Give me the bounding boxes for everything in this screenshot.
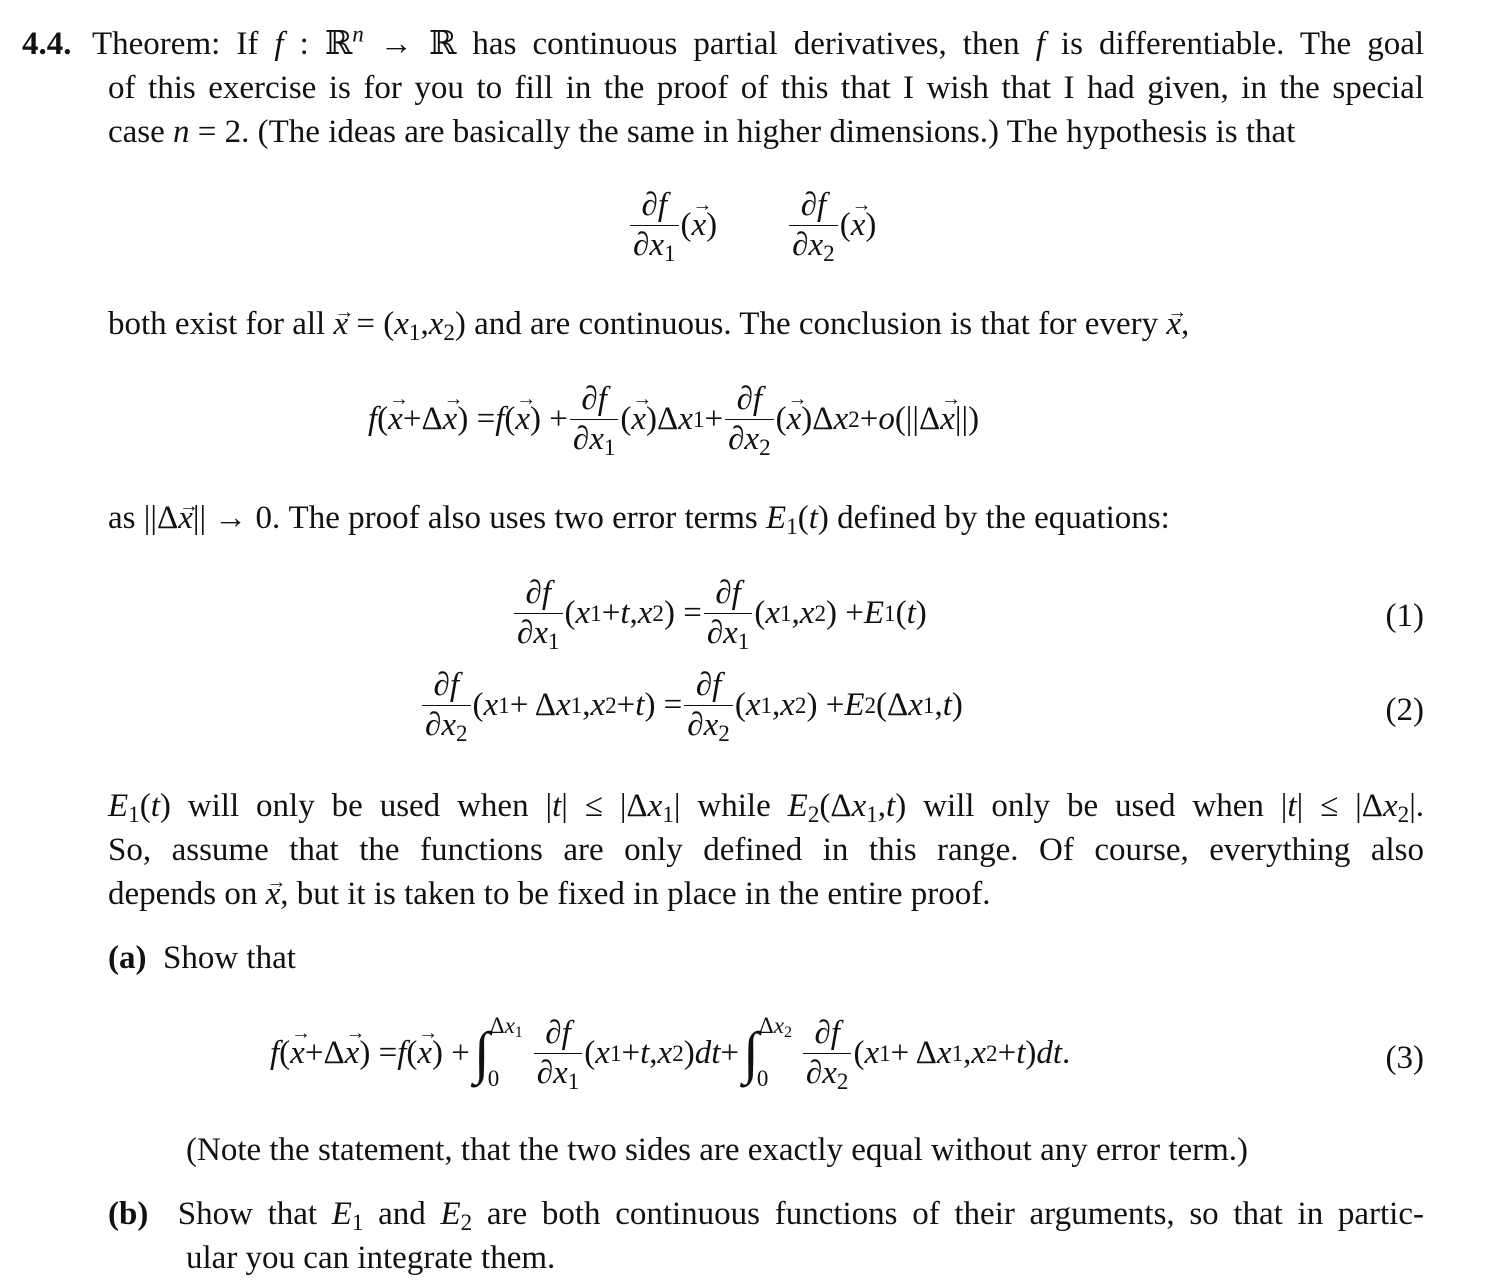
- conclusion-tail: [108, 496, 1424, 540]
- usage-line-1: $E_1(t)$ will only be used when $|t| \le |\Delta x_1|$ while $E_2(\Delta x_1,t)$ will only be used when $|t| \le |\Delta x_2|$.: [108, 788, 1425, 827]
- conclusion-equation: f ( x → +Δ x → ) = f ( x → ) + $\frac{\partial f}{\partial x_1}$ ( x → )Δ x 1 + $\frac{\partial f}{\partial x_2}$ ( x → )Δ x 2 + o (||Δ x → ||): [368, 382, 979, 456]
- partial-derivative-display: $\frac{\partial f}{\partial x_1}$ ( x → ) $\frac{\partial f}{\partial x_2}$ ( x → ): [628, 188, 876, 262]
- equation-3-number: (3): [1385, 1040, 1424, 1076]
- intro-line-1: Theorem: If f : ℝ$^n$ → ℝ has continuous partial derivatives, then f is differentiable. The goal: [92, 20, 1425, 62]
- usage-paragraph: [108, 784, 1424, 916]
- part-a-label: (a): [108, 940, 147, 976]
- equation-1-number: (1): [1385, 598, 1424, 634]
- conclusion-tail-line: as ||Δx →|| → 0. The proof also uses two error terms $E_1(t)$ defined by the equations:: [108, 496, 1424, 540]
- part-b-line-2: ular you can integrate them.: [186, 1240, 556, 1276]
- integral-sign: ∫: [743, 1020, 759, 1086]
- part-b: (b) Show that $E_1$ and $E_2$ are both continuous functions of their arguments, so that in partic- ular you can integrate them.: [108, 1192, 1424, 1280]
- integral-sign: ∫: [473, 1020, 490, 1086]
- note-text: (Note the statement, that the two sides are exactly equal without any error term.): [186, 1132, 1249, 1168]
- usage-line-3: depends on x →, but it is taken to be fixed in place in the entire proof.: [108, 872, 1424, 916]
- part-a: [108, 936, 1424, 980]
- equation-2: $\frac{\partial f}{\partial x_2}$ ( x 1 + Δ x 1 , x 2 + t ) = $\frac{\partial f}{\partial x_2}$ ( x 1 , x 2 ) + E 2 (Δ x 1 , t ): [420, 668, 963, 742]
- partial-fraction: $\frac{\partial f}{\partial x_2}$: [725, 382, 774, 456]
- equation-3: f ( x → +Δ x → ) = f ( x → ) + ∫ $\Delta x_1$ 0 $\frac{\partial f}{\partial x_1}$ ( x 1 + t , x 2 ) dt + ∫ $\Delta x_2$ 0 $\frac{\partial f}{\partial x_2}$ ( x 1 + Δ x 1 , x 2 + t ) dt .: [270, 1016, 1070, 1090]
- equation-1: $\frac{\partial f}{\partial x_1}$ ( x 1 + t , x 2 ) = $\frac{\partial f}{\partial x_1}$ ( x 1 , x 2 ) + E 1 ( t ): [512, 576, 927, 650]
- partial-fraction: $\frac{\partial f}{\partial x_2}$: [789, 188, 838, 262]
- usage-line-2: So, assume that the functions are only defined in this range. Of course, everything also: [108, 832, 1424, 868]
- hypothesis-paragraph: [108, 302, 1424, 346]
- partial-fraction: $\frac{\partial f}{\partial x_1}$: [570, 382, 619, 456]
- part-b-label: (b): [108, 1196, 149, 1232]
- theorem-statement: [92, 22, 1424, 66]
- hypothesis-line: both exist for all x → = $(x_1,x_2)$ and are continuous. The conclusion is that for every x →,: [108, 302, 1424, 346]
- intro-line-2: of this exercise is for you to fill in the proof of this that I wish that I had given, in the special: [108, 70, 1424, 106]
- note-paragraph: [186, 1128, 1426, 1172]
- problem-number: 4.4.: [22, 26, 72, 62]
- equation-2-number: (2): [1385, 692, 1424, 728]
- part-a-text: Show that: [162, 940, 296, 976]
- theorem-statement-cont: [108, 66, 1424, 154]
- intro-line-3: case n = 2. (The ideas are basically the same in higher dimensions.) The hypothesis is that: [108, 114, 1296, 150]
- partial-fraction: $\frac{\partial f}{\partial x_1}$: [630, 188, 679, 262]
